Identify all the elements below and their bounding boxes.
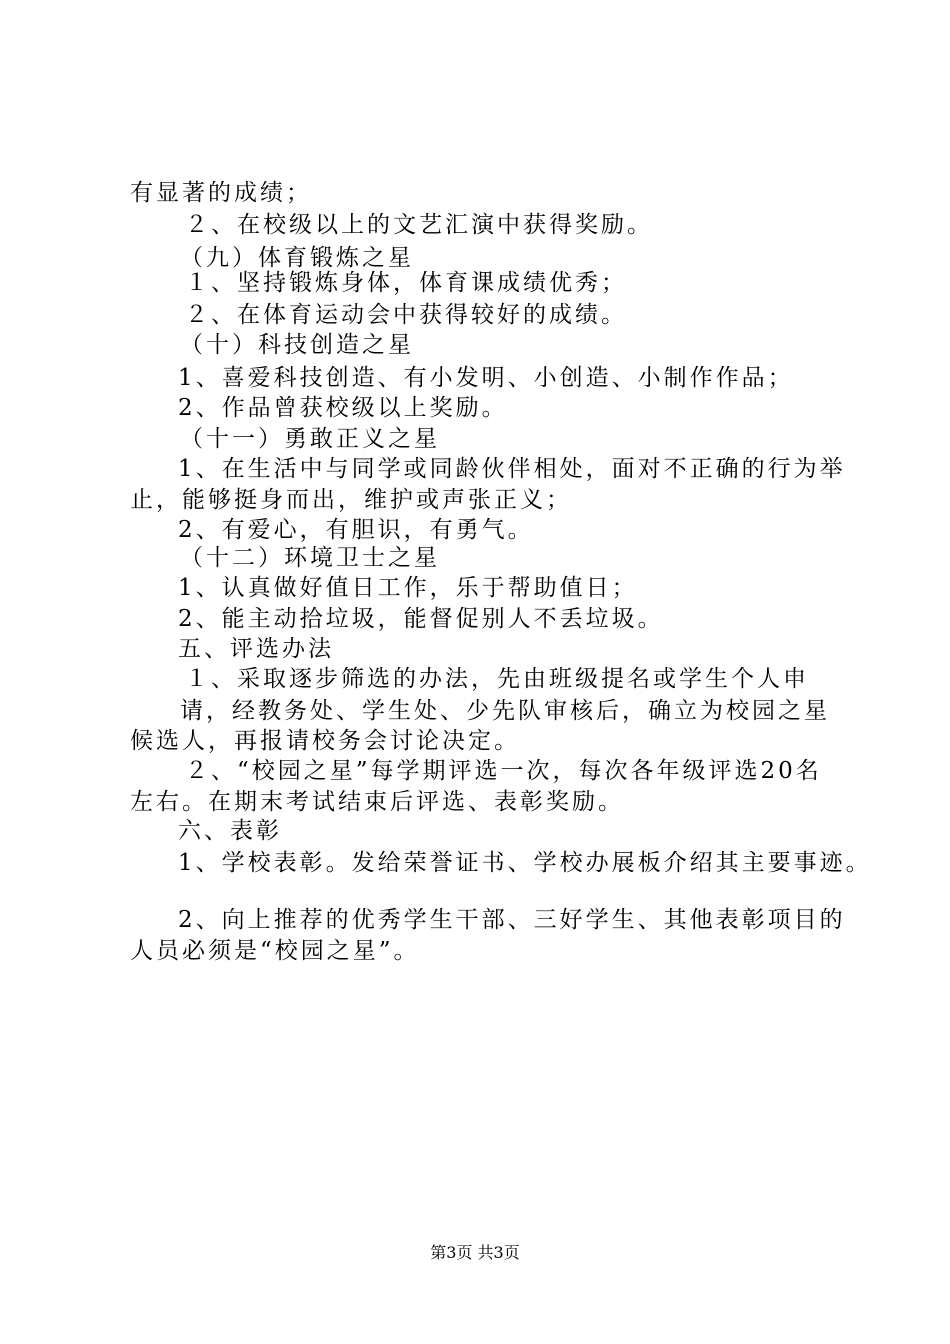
section-heading: （十二）环境卫士之星 (180, 545, 440, 571)
text-line: 2、作品曾获校级以上奖励。 (178, 395, 508, 421)
text-line: 2、向上推荐的优秀学生干部、三好学生、其他表彰项目的 (178, 907, 846, 933)
section-heading: 六、表彰 (178, 818, 282, 844)
text-line: 2、有爱心，有胆识，有勇气。 (178, 517, 534, 543)
text-line: 止，能够挺身而出，维护或声张正义； (130, 487, 572, 513)
text-line: 2、能主动拾垃圾，能督促别人不丢垃圾。 (178, 606, 664, 632)
section-heading: （十）科技创造之星 (180, 332, 414, 358)
text-line: ２、“校园之星”每学期评选一次，每次各年级评选20名 (185, 758, 822, 784)
text-line: 有显著的成绩； (130, 180, 312, 206)
text-line: 请，经教务处、学生处、少先队审核后，确立为校园之星 (180, 698, 830, 724)
section-heading: 五、评选办法 (178, 636, 334, 662)
text-line: 1、在生活中与同学或同龄伙伴相处，面对不正确的行为举 (178, 456, 846, 482)
text-line: 1、认真做好值日工作，乐于帮助值日； (178, 575, 638, 601)
section-heading: （十一）勇敢正义之星 (180, 426, 440, 452)
section-heading: （九）体育锻炼之星 (180, 245, 414, 271)
text-line: ２、在校级以上的文艺汇演中获得奖励。 (185, 212, 653, 238)
text-line: ２、在体育运动会中获得较好的成绩。 (185, 302, 627, 328)
page-indicator: 第3页 共3页 (430, 1243, 520, 1262)
text-line: １、坚持锻炼身体，体育课成绩优秀； (185, 270, 627, 296)
text-line: １、采取逐步筛选的办法，先由班级提名或学生个人申 (185, 666, 809, 692)
text-line: 左右。在期末考试结束后评选、表彰奖励。 (130, 789, 624, 815)
text-line: 人员必须是“校园之星”。 (130, 938, 420, 964)
text-line: 1、喜爱科技创造、有小发明、小创造、小制作作品； (178, 365, 794, 391)
text-line: 候选人，再报请校务会讨论决定。 (130, 728, 520, 754)
text-line: 1、学校表彰。发给荣誉证书、学校办展板介绍其主要事迹。 (178, 850, 872, 876)
